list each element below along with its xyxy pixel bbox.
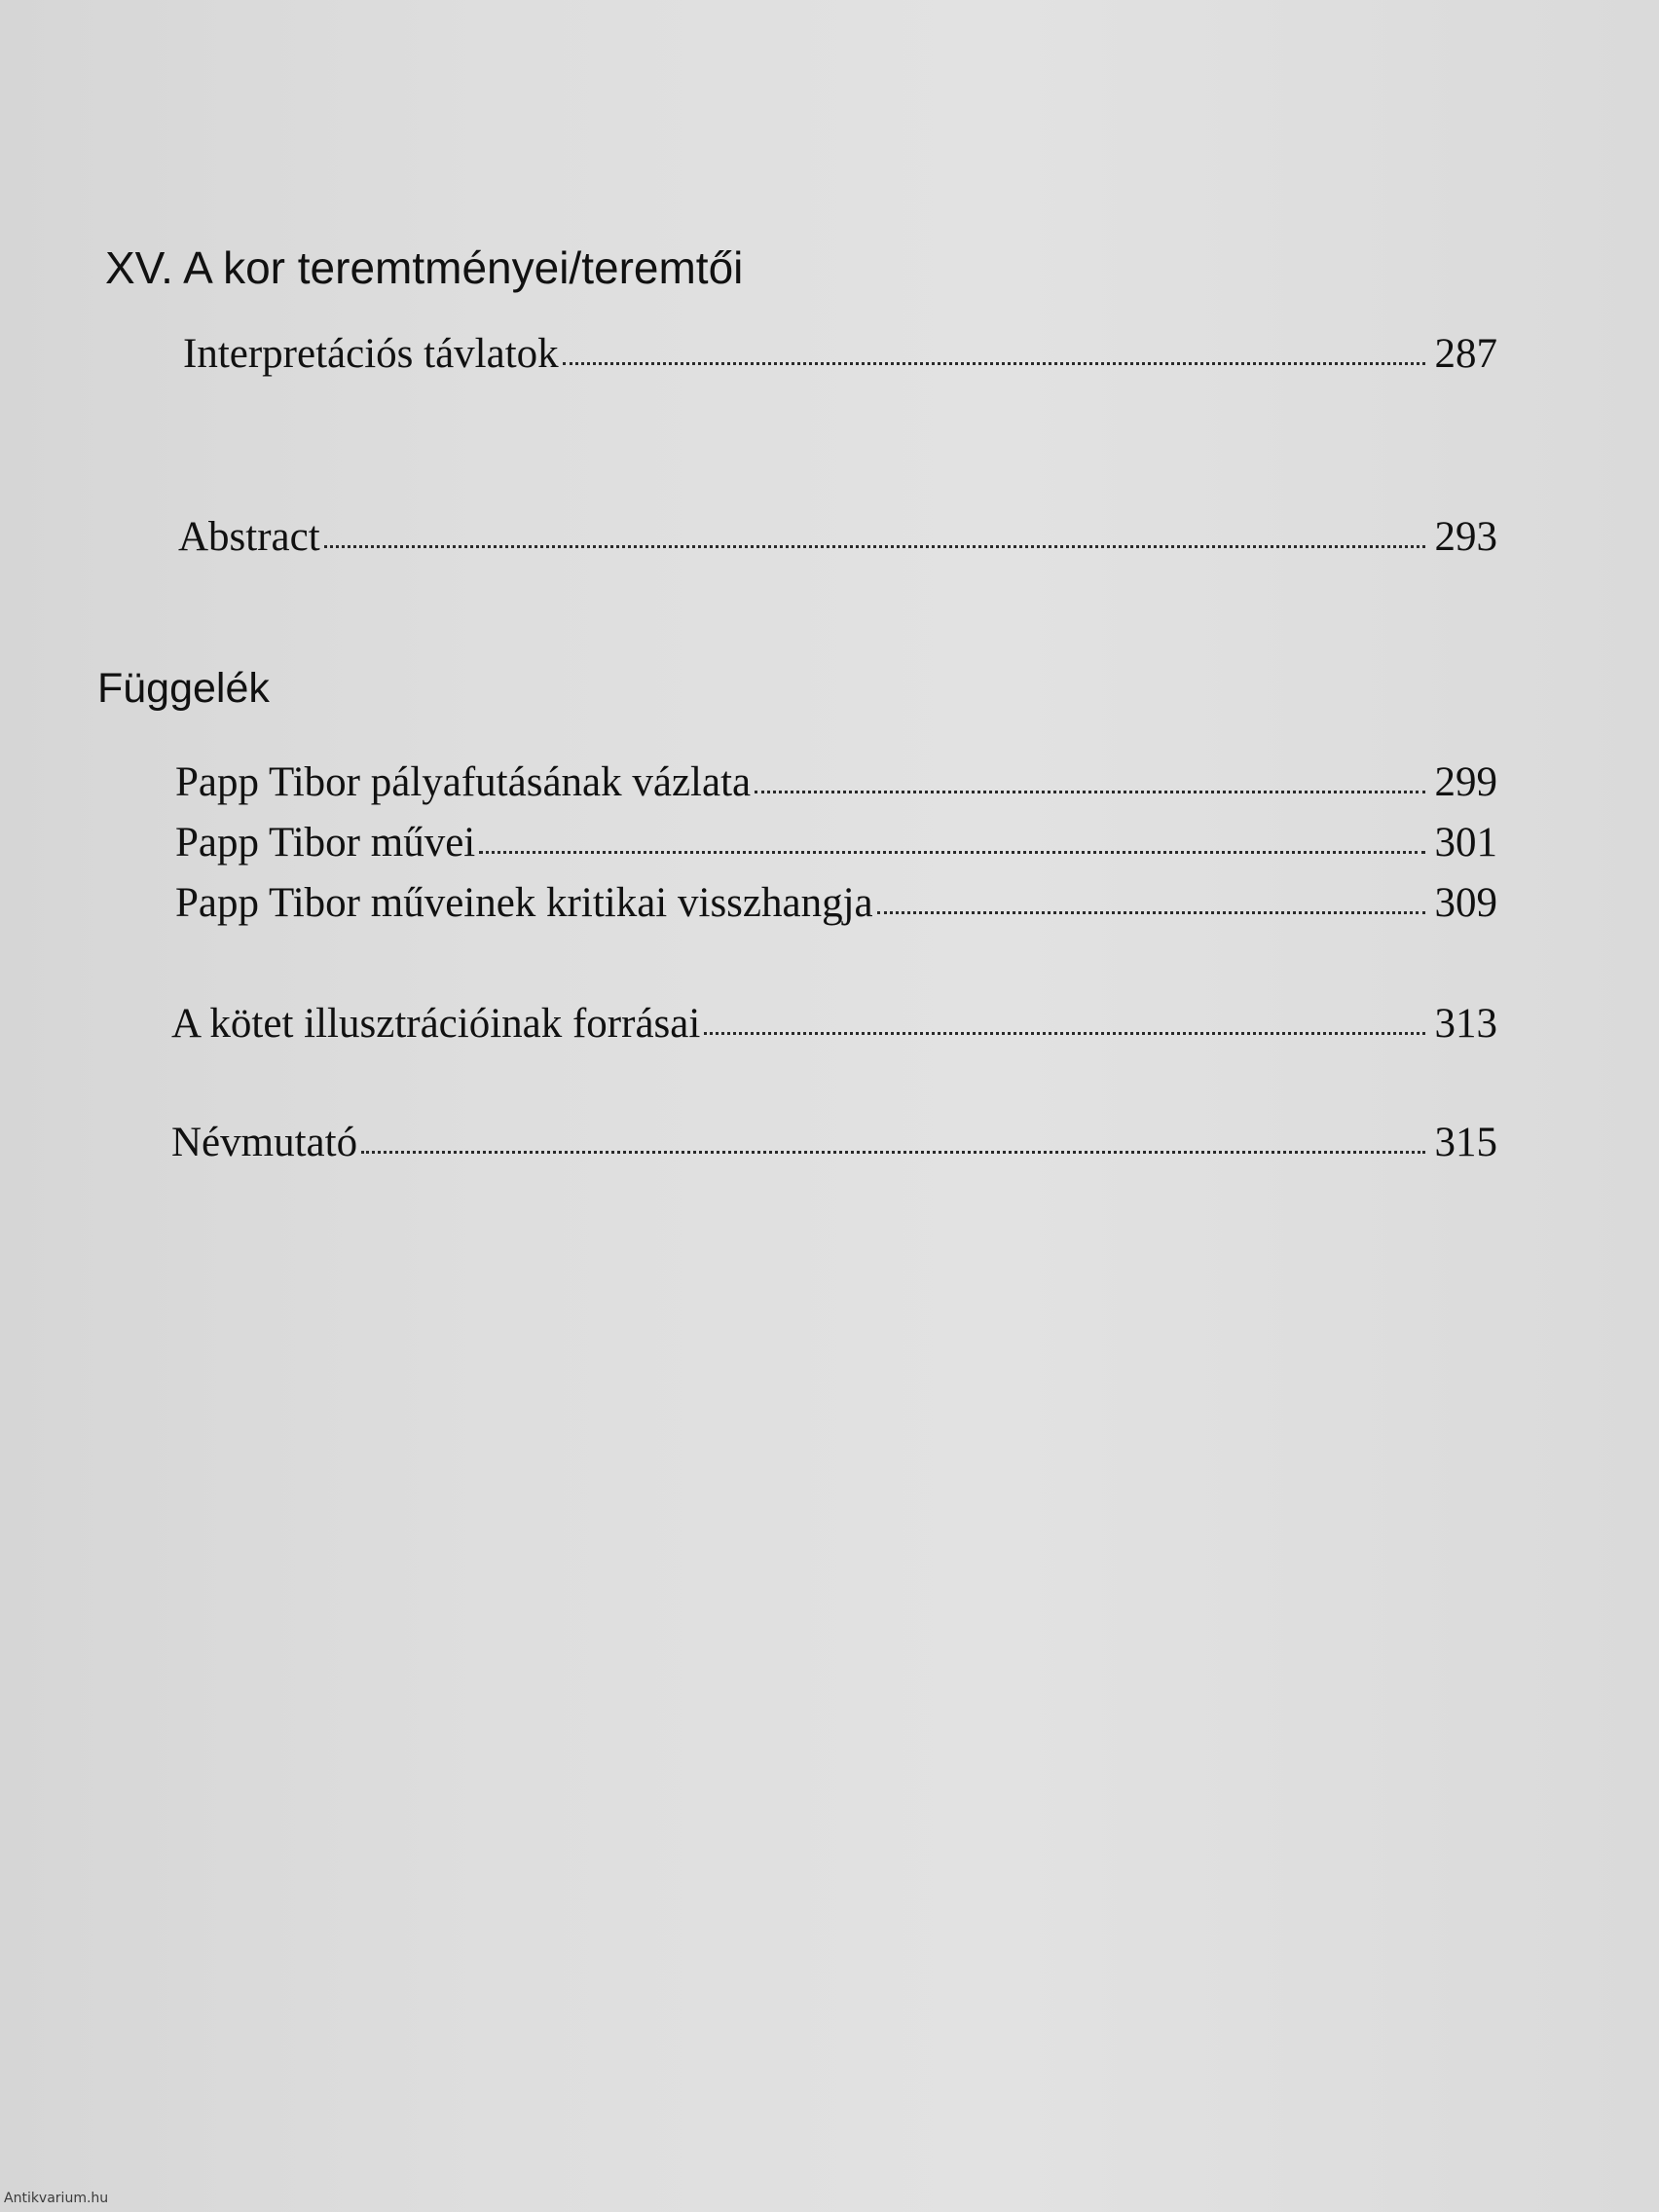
dot-leader: [324, 545, 1425, 548]
dot-leader: [563, 362, 1425, 365]
toc-entry-title: Abstract: [178, 514, 320, 560]
toc-entry-title: Papp Tibor műveinek kritikai visszhangja: [175, 880, 873, 926]
toc-entry-title: A kötet illusztrációinak forrásai: [171, 1001, 701, 1047]
toc-entry-palyafutas[interactable]: [175, 761, 1497, 803]
dot-leader: [755, 791, 1424, 793]
toc-page-number: 309: [1434, 880, 1497, 926]
toc-page-number: 299: [1434, 759, 1497, 805]
toc-page-number: 315: [1434, 1120, 1497, 1165]
toc-entry-interpretacios-tavlatok[interactable]: [183, 333, 1497, 375]
toc-page-number: 301: [1434, 820, 1497, 866]
dot-leader: [361, 1151, 1424, 1154]
toc-entry-illusztraciok[interactable]: [171, 1003, 1497, 1045]
watermark: Antikvarium.hu: [4, 2191, 109, 2206]
section-heading-xv: XV. A kor teremtményei/teremtői: [105, 242, 744, 293]
toc-entry-nevmutato[interactable]: [171, 1122, 1497, 1163]
toc-entry-title: Névmutató: [171, 1120, 358, 1165]
toc-entry-abstract[interactable]: [178, 516, 1497, 558]
dot-leader: [479, 851, 1424, 854]
dot-leader: [877, 911, 1425, 914]
toc-entry-title: Papp Tibor pályafutásának vázlata: [175, 759, 752, 805]
toc-page-number: 293: [1434, 514, 1497, 560]
toc-entry-kritikai-visszhang[interactable]: [175, 882, 1497, 924]
toc-entry-title: Interpretációs távlatok: [183, 331, 559, 377]
toc-entry-title: Papp Tibor művei: [175, 820, 476, 866]
section-heading-fuggelek: Függelék: [97, 665, 270, 712]
toc-entry-muvei[interactable]: [175, 822, 1497, 864]
dot-leader: [704, 1032, 1424, 1035]
toc-page-number: 287: [1434, 331, 1497, 377]
toc-page-number: 313: [1434, 1001, 1497, 1047]
